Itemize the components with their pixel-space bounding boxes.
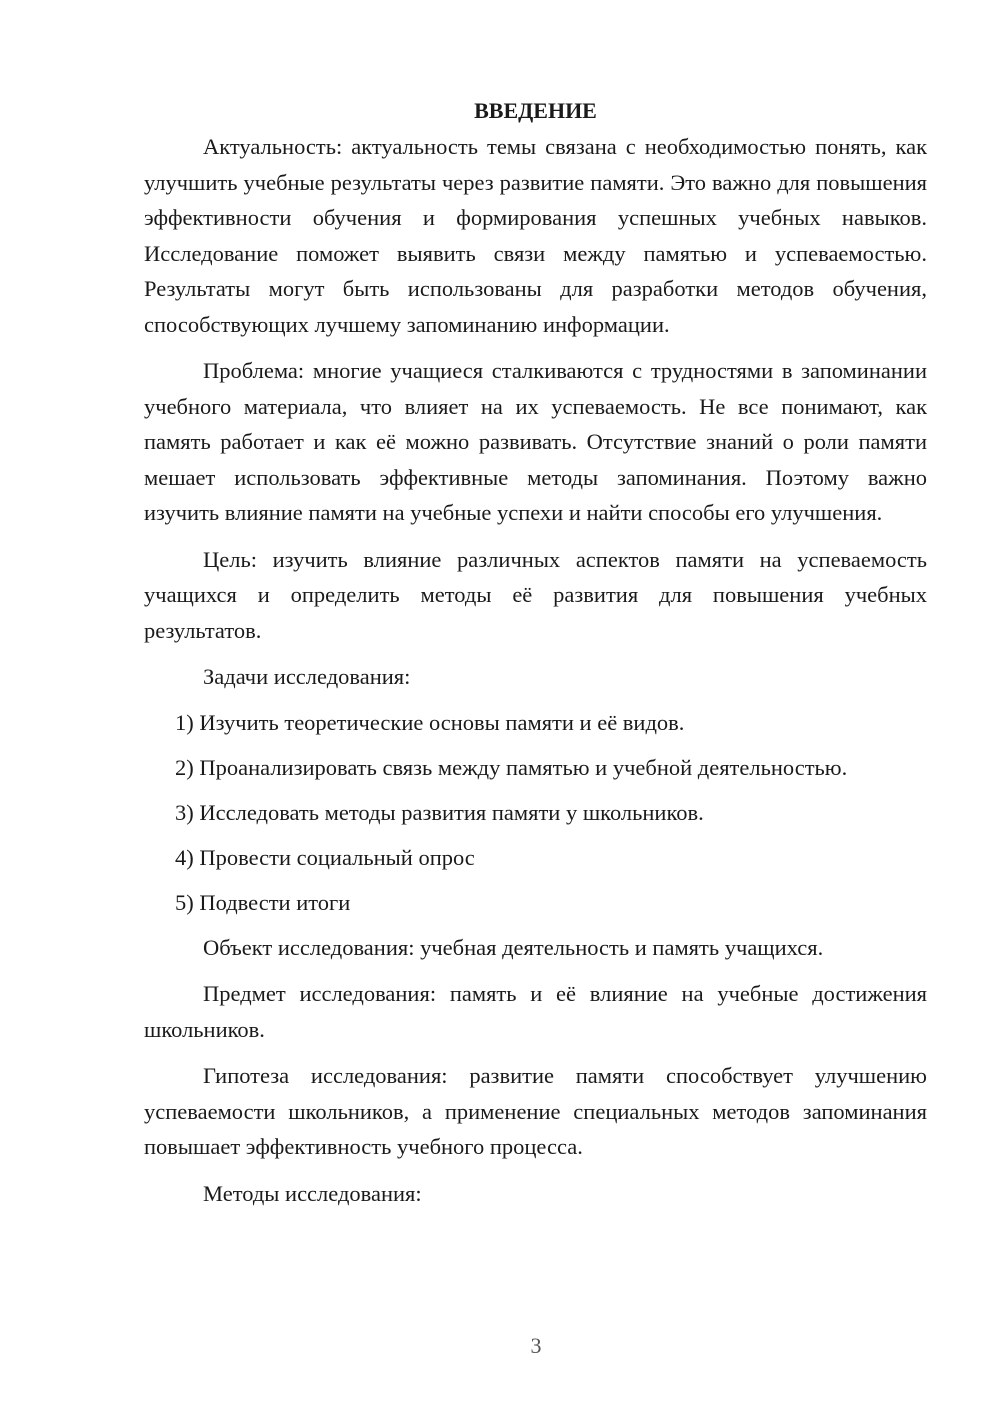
list-item: 4) Провести социальный опрос [175,844,475,870]
page-title: ВВЕДЕНИЕ [474,98,597,123]
hypothesis-paragraph: Гипотеза исследования: развитие памяти способствует улучшению успеваемости школьников, а применение специальных методов запоминания повышает эффективность учебного процесса. [144,1063,927,1159]
list-item: 5) Подвести итоги [175,889,351,915]
page-number: 3 [530,1333,542,1358]
page-content [144,93,927,1221]
subject-paragraph: Предмет исследования: память и её влияние на учебные достижения школьников. [144,981,927,1042]
list-item: 1) Изучить теоретические основы памяти и её видов. [175,709,685,735]
goal-paragraph: Цель: изучить влияние различных аспектов памяти на успеваемость учащихся и определить методы её развития для повышения учебных результатов. [144,546,927,643]
problem-paragraph: Проблема: многие учащиеся сталкиваются с трудностями в запоминании учебного материала, что влияет на их успеваемость. Не все понимают, как память работает и как её можно развивать. Отсутствие знаний о роли памяти мешает использовать эффективные методы запоминания. Поэтому важно изучить влияние памяти на учебные успехи и найти способы его улучшения. [144,358,927,525]
list-item: 2) Проанализировать связь между памятью и учебной деятельностью. [175,754,848,780]
object-paragraph: Объект исследования: учебная деятельность и память учащихся. [203,934,824,960]
methods-heading: Методы исследования: [203,1180,422,1206]
list-item: 3) Исследовать методы развития памяти у школьников. [175,799,704,825]
tasks-heading: Задачи исследования: [203,664,411,689]
relevance-paragraph: Актуальность: актуальность темы связана с необходимостью понять, как улучшить учебные результаты через развитие памяти. Это важно для повышения эффективности обучения и формирования успешных учебных навыков. Исследование поможет выявить связи между памятью и успеваемостью. Результаты могут быть использованы для разработки методов обучения, способствующих лучшему запоминанию информации. [144,134,927,337]
tasks-list [144,705,927,921]
